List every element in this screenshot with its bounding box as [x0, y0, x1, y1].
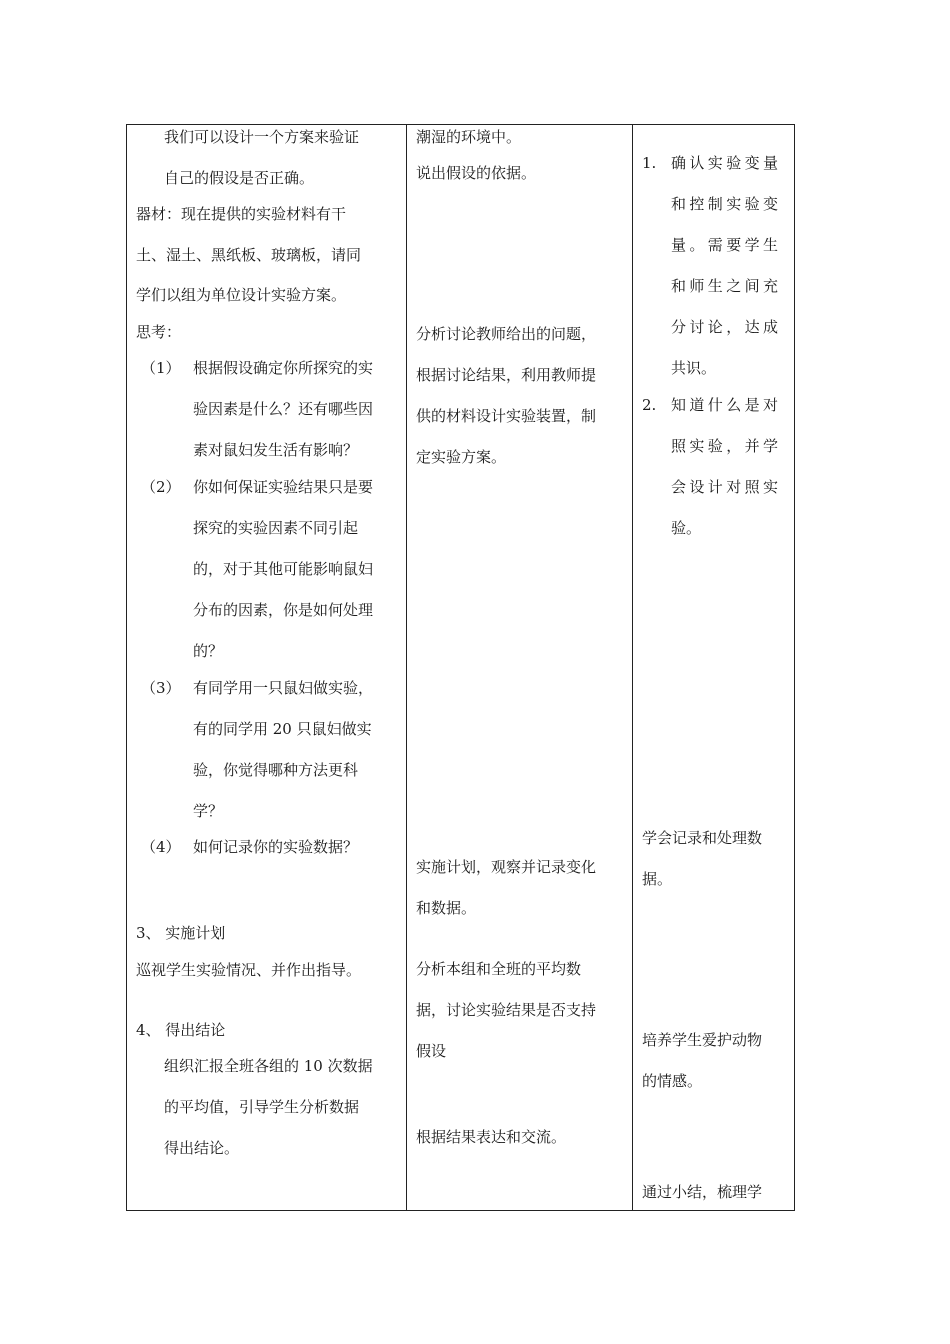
question-text: 你如何保证实验结果只是要 [193, 478, 374, 496]
step-text: 的平均值，引导学生分析数据 [164, 1098, 360, 1116]
intent-text: 知道什么是对 [671, 396, 782, 414]
question-text: 验因素是什么？还有哪些因 [193, 400, 374, 418]
intro-text: 自己的假设是否正确。 [164, 169, 315, 187]
student-activity-text: 定实验方案。 [416, 448, 507, 466]
intent-text: 量。需要学生 [671, 236, 782, 254]
student-activity-text: 根据结果表达和交流。 [416, 1128, 567, 1146]
step-text: 得出结论。 [164, 1139, 240, 1157]
question-text: 的，对于其他可能影响鼠妇 [193, 560, 374, 578]
question-number: （1） [141, 359, 181, 377]
intro-text: 我们可以设计一个方案来验证 [164, 128, 360, 146]
question-text: 探究的实验因素不同引起 [193, 519, 359, 537]
question-text: 分布的因素，你是如何处理 [193, 601, 374, 619]
question-text: 有同学用一只鼠妇做实验， [193, 679, 374, 697]
student-activity-text: 分析讨论教师给出的问题， [416, 325, 597, 343]
student-activity-text: 假设 [416, 1042, 447, 1060]
intent-text: 分讨论，达成 [671, 318, 782, 336]
step-title: 3、 实施计划 [136, 924, 226, 942]
intent-text: 会设计对照实 [671, 478, 782, 496]
question-text: 的？ [193, 642, 224, 660]
student-activity-text: 实施计划，观察并记录变化 [416, 858, 597, 876]
intent-number: 2. [642, 396, 657, 414]
intent-text: 共识。 [671, 359, 717, 377]
student-activity-text: 潮湿的环境中。 [416, 128, 522, 146]
question-number: （4） [141, 838, 181, 856]
materials-text: 土、湿土、黑纸板、玻璃板，请同 [136, 246, 362, 264]
intent-text: 和师生之间充 [671, 277, 782, 295]
intent-text: 和控制实验变 [671, 195, 782, 213]
student-activity-text: 根据讨论结果，利用教师提 [416, 366, 597, 384]
materials-text: 学们以组为单位设计实验方案。 [136, 286, 347, 304]
intent-text: 学会记录和处理数 [642, 829, 763, 847]
intent-number: 1. [642, 154, 657, 172]
question-text: 根据假设确定你所探究的实 [193, 359, 374, 377]
student-activity-text: 供的材料设计实验装置，制 [416, 407, 597, 425]
intent-text: 确认实验变量 [671, 154, 782, 172]
student-activity-text: 据，讨论实验结果是否支持 [416, 1001, 597, 1019]
student-activity-text: 分析本组和全班的平均数 [416, 960, 582, 978]
column-divider-1 [406, 124, 407, 1211]
materials-text: 器材：现在提供的实验材料有干 [136, 205, 347, 223]
column-divider-2 [632, 124, 633, 1211]
question-text: 如何记录你的实验数据？ [193, 838, 359, 856]
question-text: 验，你觉得哪种方法更科 [193, 761, 359, 779]
question-number: （2） [141, 478, 181, 496]
student-activity-text: 和数据。 [416, 899, 477, 917]
intent-text: 培养学生爱护动物 [642, 1031, 763, 1049]
question-text: 学？ [193, 802, 224, 820]
intent-text: 据。 [642, 870, 673, 888]
step-text: 巡视学生实验情况、并作出指导。 [136, 961, 362, 979]
intent-text: 照实验，并学 [671, 437, 782, 455]
intent-text: 的情感。 [642, 1072, 703, 1090]
intent-text: 通过小结，梳理学 [642, 1183, 763, 1201]
step-title: 4、 得出结论 [136, 1021, 226, 1039]
student-activity-text: 说出假设的依据。 [416, 164, 537, 182]
intent-text: 验。 [671, 519, 702, 537]
question-text: 有的同学用 20 只鼠妇做实 [193, 720, 372, 738]
question-text: 素对鼠妇发生活有影响？ [193, 441, 359, 459]
think-label: 思考： [136, 323, 182, 341]
question-number: （3） [141, 679, 181, 697]
step-text: 组织汇报全班各组的 10 次数据 [164, 1057, 373, 1075]
